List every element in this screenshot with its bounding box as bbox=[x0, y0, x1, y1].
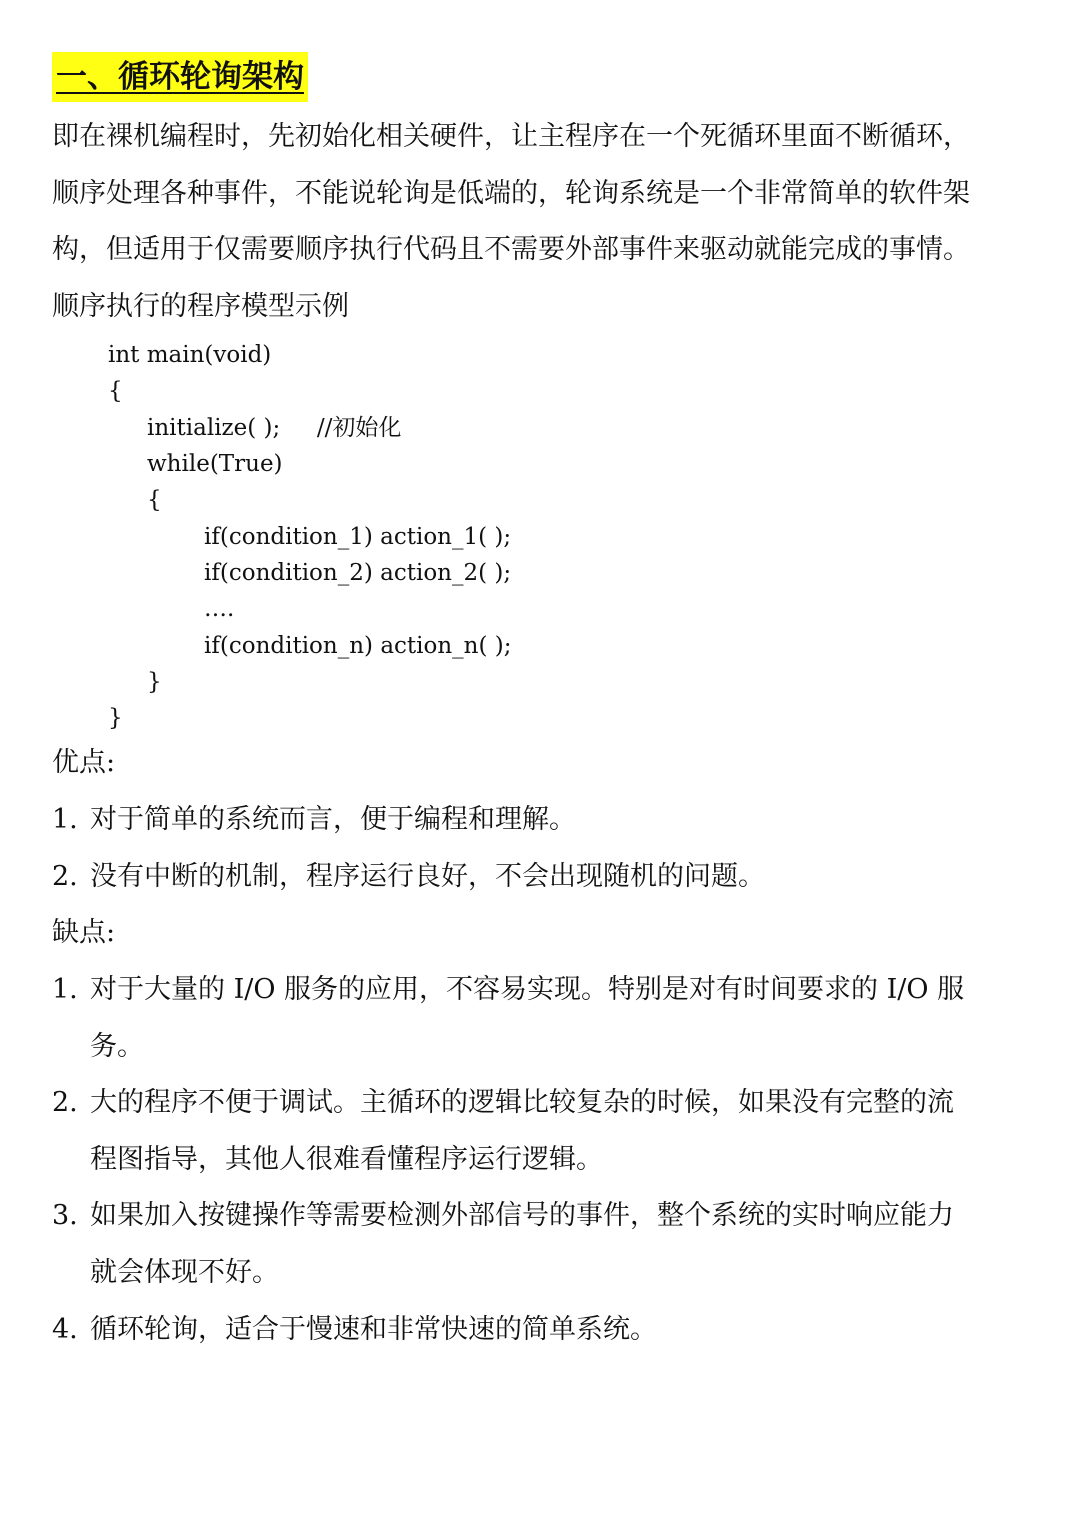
code-line: …. bbox=[204, 596, 235, 622]
cons-item-2-continued: 程图指导，其他人很难看懂程序运行逻辑。 bbox=[90, 1144, 603, 1175]
cons-item-1-continued: 务。 bbox=[90, 1031, 144, 1062]
cons-item-4 bbox=[52, 1310, 657, 1350]
code-line: if(condition_n) action_n( ); bbox=[204, 633, 512, 659]
pros-item-1 bbox=[52, 800, 576, 840]
item-text: 循环轮询，适合于慢速和非常快速的简单系统。 bbox=[90, 1314, 657, 1345]
code-line: initialize( ); //初始化 bbox=[147, 415, 402, 441]
item-text: 对于简单的系统而言，便于编程和理解。 bbox=[90, 804, 576, 835]
code-line: while(True) bbox=[147, 451, 283, 477]
cons-title: 缺点: bbox=[52, 917, 116, 948]
item-number: 1. bbox=[52, 804, 78, 835]
item-number: 1. bbox=[52, 974, 78, 1005]
item-text: 对于大量的 I/O 服务的应用，不容易实现。特别是对有时间要求的 I/O 服 bbox=[90, 974, 965, 1005]
code-line: if(condition_1) action_1( ); bbox=[204, 524, 512, 550]
item-text: 如果加入按键操作等需要检测外部信号的事件，整个系统的实时响应能力 bbox=[90, 1200, 954, 1231]
intro-line-2: 顺序处理各种事件，不能说轮询是低端的，轮询系统是一个非常简单的软件架 bbox=[52, 178, 970, 209]
intro-line-1: 即在裸机编程时，先初始化相关硬件，让主程序在一个死循环里面不断循环， bbox=[52, 121, 970, 152]
cons-item-1 bbox=[52, 970, 964, 1010]
item-text: 大的程序不便于调试。主循环的逻辑比较复杂的时候，如果没有完整的流 bbox=[90, 1087, 954, 1118]
cons-item-3 bbox=[52, 1196, 954, 1236]
code-line: } bbox=[108, 705, 123, 731]
cons-item-2 bbox=[52, 1083, 954, 1123]
intro-line-3: 构，但适用于仅需要顺序执行代码且不需要外部事件来驱动就能完成的事情。 bbox=[52, 234, 970, 265]
section-heading: 一、循环轮询架构 bbox=[52, 52, 308, 102]
code-line: } bbox=[147, 669, 162, 695]
cons-item-3-continued: 就会体现不好。 bbox=[90, 1257, 279, 1288]
item-text: 没有中断的机制，程序运行良好，不会出现随机的问题。 bbox=[90, 861, 765, 892]
item-number: 2. bbox=[52, 861, 78, 892]
item-number: 4. bbox=[52, 1314, 78, 1345]
example-title: 顺序执行的程序模型示例 bbox=[52, 291, 349, 322]
pros-title: 优点: bbox=[52, 747, 116, 778]
item-number: 3. bbox=[52, 1200, 78, 1231]
code-line: { bbox=[147, 487, 162, 513]
item-number: 2. bbox=[52, 1087, 78, 1118]
pros-item-2 bbox=[52, 857, 765, 897]
code-line: if(condition_2) action_2( ); bbox=[204, 560, 512, 586]
code-line: int main(void) bbox=[108, 342, 272, 368]
code-line: { bbox=[108, 378, 123, 404]
